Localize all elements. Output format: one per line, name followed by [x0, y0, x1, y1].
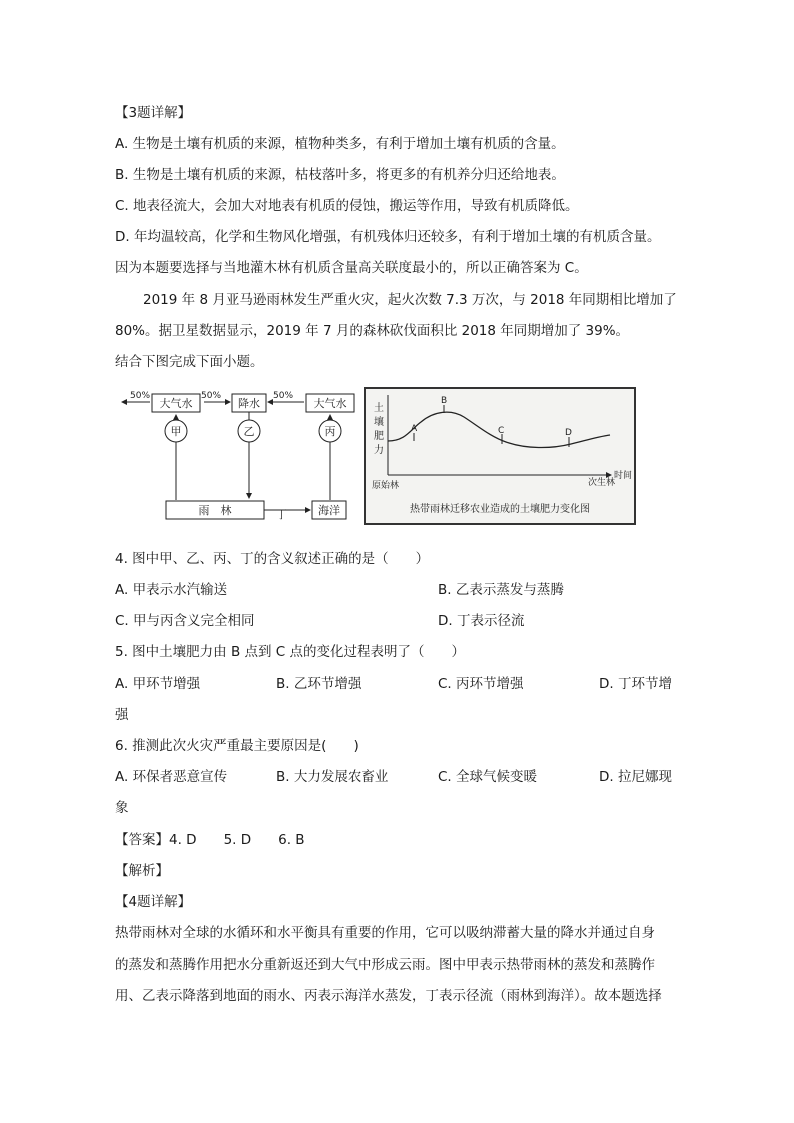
analysis-heading: 【解析】: [115, 863, 169, 879]
option-5a: A. 甲环节增强: [115, 676, 201, 692]
option-5d: D. 丁环节增: [599, 676, 672, 692]
start-label: 原始林: [372, 481, 400, 491]
analysis-line: 用、乙表示降落到地面的雨水、丙表示海洋水蒸发，丁表示径流（雨林到海洋）。故本题选择: [115, 988, 662, 1004]
box-label: 大气水: [159, 397, 193, 410]
percent-label: 50%: [273, 391, 294, 401]
box-label: 海洋: [318, 504, 340, 517]
figure: [118, 385, 646, 527]
y-axis-label: 土: [374, 403, 384, 414]
answer-line: 【答案】4. D 5. D 6. B: [115, 832, 305, 848]
point-label: C: [498, 426, 505, 436]
question-4: 4. 图中甲、乙、丙、丁的含义叙述正确的是（ ）: [115, 551, 430, 567]
option-5b: B. 乙环节增强: [276, 676, 362, 692]
percent-label: 50%: [130, 391, 151, 401]
explanation-line: A. 生物是土壤有机质的来源，植物种类多，有利于增加土壤有机质的含量。: [115, 136, 565, 152]
option-6d-wrap: 象: [115, 800, 129, 816]
end-label: 次生林: [588, 478, 616, 488]
circle-label: 丙: [324, 425, 336, 438]
y-axis-label: 壤: [374, 417, 384, 428]
box-label: 雨 林: [198, 504, 232, 517]
box-label: 降水: [238, 397, 260, 410]
passage-line: 2019 年 8 月亚马逊雨林发生严重火灾，起火次数 7.3 万次，与 2018 年同期相比增加了: [143, 292, 677, 308]
option-6d: D. 拉尼娜现: [599, 769, 672, 785]
option-4c: C. 甲与丙含义完全相同: [115, 613, 255, 629]
option-5c: C. 丙环节增强: [438, 676, 524, 692]
point-label: B: [441, 396, 448, 406]
water-cycle-diagram: [118, 385, 364, 527]
explanation-line: C. 地表径流大，会加大对地表有机质的侵蚀，搬运等作用，导致有机质降低。: [115, 198, 579, 214]
section-heading-q3: 【3题详解】: [115, 105, 192, 121]
explanation-line: 因为本题要选择与当地灌木林有机质含量高关联度最小的，所以正确答案为 C。: [115, 260, 588, 276]
box-label: 大气水: [313, 397, 347, 410]
section-heading-q4: 【4题详解】: [115, 894, 192, 910]
point-label: D: [565, 428, 572, 438]
chart-caption: 热带雨林迁移农业造成的土壤肥力变化图: [410, 504, 590, 515]
y-axis-label: 肥: [374, 431, 384, 442]
option-5d-wrap: 强: [115, 707, 129, 723]
analysis-line: 的蒸发和蒸腾作用把水分重新返还到大气中形成云雨。图中甲表示热带雨林的蒸发和蒸腾作: [115, 957, 655, 973]
circle-label: 乙: [243, 425, 255, 438]
option-6c: C. 全球气候变暖: [438, 769, 538, 785]
point-label: A: [411, 424, 418, 434]
explanation-line: D. 年均温较高，化学和生物风化增强，有机残体归还较多，有利于增加土壤的有机质含量。: [115, 229, 661, 245]
option-4d: D. 丁表示径流: [438, 613, 525, 629]
runoff-label: 丁: [276, 508, 287, 521]
explanation-line: B. 生物是土壤有机质的来源，枯枝落叶多，将更多的有机养分归还给地表。: [115, 167, 565, 183]
circle-label: 甲: [170, 425, 182, 438]
option-4a: A. 甲表示水汽输送: [115, 582, 228, 598]
question-5: 5. 图中土壤肥力由 B 点到 C 点的变化过程表明了（ ）: [115, 644, 466, 660]
instruction-line: 结合下图完成下面小题。: [115, 354, 264, 370]
option-4b: B. 乙表示蒸发与蒸腾: [438, 582, 564, 598]
soil-fertility-plot: [366, 389, 634, 523]
passage-line: 80%。据卫星数据显示，2019 年 7 月的森林砍伐面积比 2018 年同期增加了 39%。: [115, 323, 630, 339]
option-6b: B. 大力发展农畜业: [276, 769, 389, 785]
percent-label: 50%: [201, 391, 222, 401]
y-axis-label: 力: [374, 445, 384, 456]
x-axis-label: 时间: [614, 471, 633, 481]
question-6: 6. 推测此次火灾严重最主要原因是( ): [115, 738, 359, 754]
option-6a: A. 环保者恶意宣传: [115, 769, 228, 785]
soil-fertility-chart: [364, 387, 636, 525]
analysis-line: 热带雨林对全球的水循环和水平衡具有重要的作用，它可以吸纳滞蓄大量的降水并通过自身: [115, 925, 655, 941]
